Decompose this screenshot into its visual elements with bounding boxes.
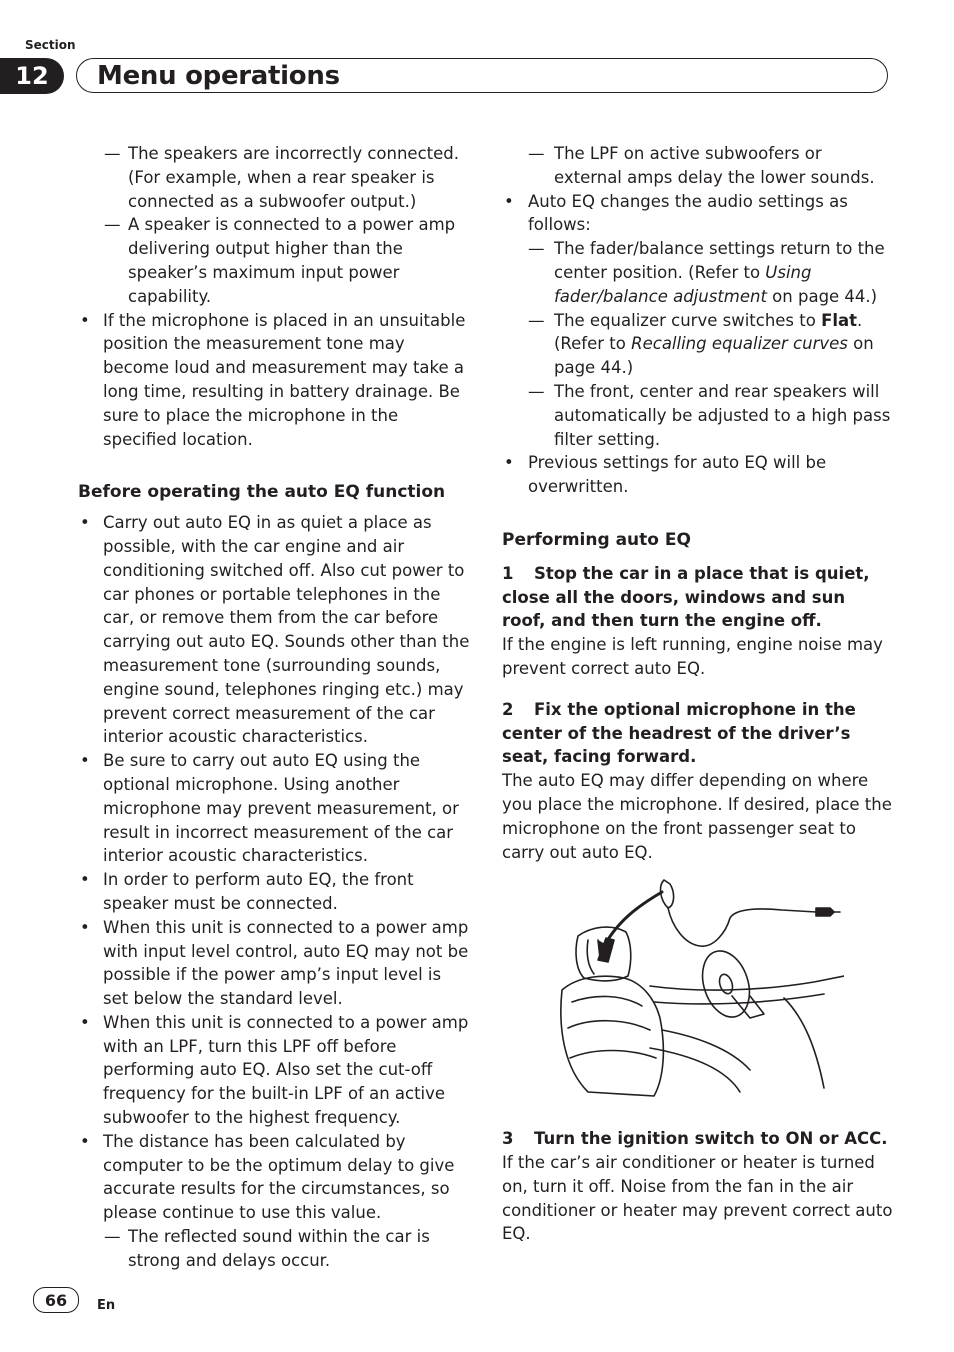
cross-reference: Using fader/balance adjustment [554,262,812,306]
step-number: 1 [502,563,514,583]
list-item: — A speaker is connected to a power amp delivering output higher than the speaker’s maximum input power capability. [78,213,470,308]
list-item: — The speakers are incorrectly connected. (For example, when a rear speaker is connected as a subwoofer output.) [78,142,470,213]
step-body: If the car’s air conditioner or heater is turned on, turn it off. Noise from the fan in the air conditioner or heater may prevent correct auto EQ. [502,1152,893,1244]
title-bar [76,58,888,93]
step-number: 2 [502,699,514,719]
text: The fader/balance settings return to the center position. (Refer to [554,239,885,282]
step-text: Fix the optional microphone in the center of the headrest of the driver’s seat, facing forward. [502,699,856,767]
step-body: The auto EQ may differ depending on where you place the microphone. If desired, place the microphone on the front passenger seat to carry out auto EQ. [502,771,892,862]
step-title [502,698,894,769]
list-item [502,309,894,380]
section-label: Section [25,38,76,52]
text: on page 44.) [554,334,874,378]
list-item: • Carry out auto EQ in as quiet a place as possible, with the car engine and air conditioning switched off. Also cut power to car phones or portable telephones in the car, or remove them from the car before carrying out auto EQ. Sounds other than the measurement tone (surrounding sounds, engine sound, telephones ringing etc.) may prevent correct measurement of the car interior acoustic characteristics. [78,511,470,749]
left-column [78,142,470,1273]
list-item: • When this unit is connected to a power amp with input level control, auto EQ may not be possible if the power amp’s input level is set below the standard level. [78,916,470,1011]
section-heading: Before operating the auto EQ function [78,482,446,503]
language-label: En [97,1298,116,1313]
text: on page 44.) [766,286,878,306]
list-item: • Auto EQ changes the audio settings as follows: [502,190,894,238]
step-text: Turn the ignition switch to ON or ACC. [534,1129,888,1149]
list-item: • Previous settings for auto EQ will be overwritten. [502,451,894,499]
section-number-badge: 12 [0,58,64,94]
list-item: — The reflected sound within the car is strong and delays occur. [78,1225,470,1273]
step-text: Stop the car in a place that is quiet, close all the doors, windows and sun roof, and then turn the engine off. [502,563,870,631]
cross-reference: Recalling equalizer curves [631,334,848,354]
list-item [502,237,894,308]
setting-value: Flat [821,310,858,330]
text: . (Refer to [554,310,863,354]
section-heading: Performing auto EQ [502,529,691,550]
page-number: 66 [33,1287,79,1313]
step-number: 3 [502,1129,514,1149]
list-item: • When this unit is connected to a power amp with an LPF, turn this LPF off before performing auto EQ. Also set the cut-off frequency for the built-in LPF of an active subwoofer to the highest frequency. [78,1011,470,1130]
text: The equalizer curve switches to [554,310,822,330]
list-item: • The distance has been calculated by computer to be the optimum delay to give accurate results for the circumstances, so please continue to use this value. [78,1130,470,1225]
list-item: • In order to perform auto EQ, the front speaker must be connected. [78,868,470,916]
list-item: — The front, center and rear speakers will automatically be adjusted to a high pass filter setting. [502,380,894,451]
right-column [502,142,894,1246]
list-item: — The LPF on active subwoofers or external amps delay the lower sounds. [502,142,894,190]
list-item: • If the microphone is placed in an unsuitable position the measurement tone may become loud and measurement may take a long time, resulting in battery drainage. Be sure to place the microphone in the specified location. [78,309,470,452]
step-body: If the engine is left running, engine noise may prevent correct auto EQ. [502,635,883,678]
step-title [502,562,894,633]
list-item: • Be sure to carry out auto EQ using the optional microphone. Using another microphone may prevent measurement, or result in incorrect measurement of the car interior acoustic characteristics. [78,749,470,868]
step-title [502,1127,894,1151]
microphone-headrest-illustration [554,878,844,1100]
page-title: Menu operations [97,61,340,91]
